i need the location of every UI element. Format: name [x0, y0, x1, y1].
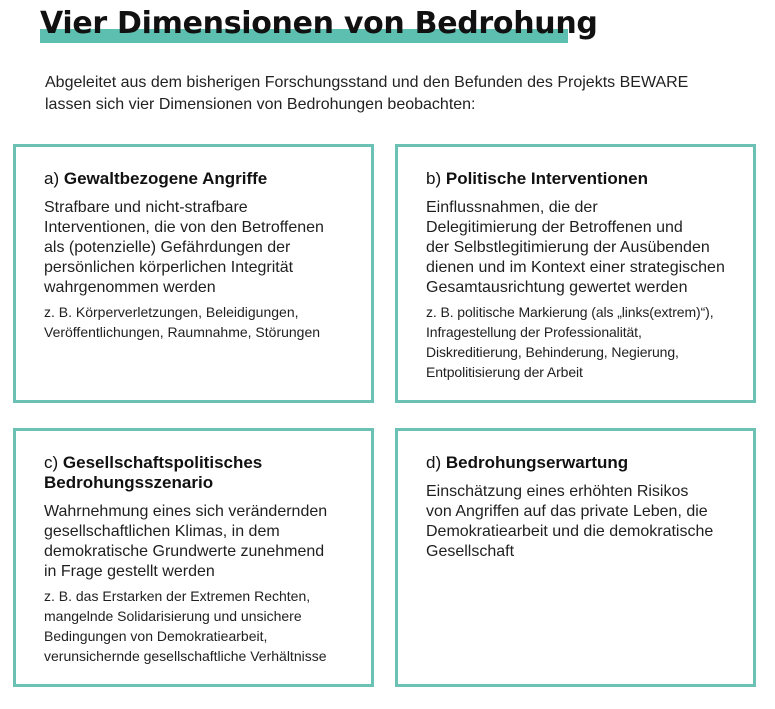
card-description-line: Einflussnahmen, die der — [426, 199, 598, 216]
card-example-line: Veröffentlichungen, Raumnahme, Störungen — [44, 324, 321, 340]
intro-line: lassen sich vier Dimensionen von Bedrohungen beobachten: — [45, 96, 476, 113]
dimension-card-c — [13, 428, 374, 687]
card-letter: b) — [426, 169, 442, 188]
card-description-line: Delegitimierung der Betroffenen und — [426, 219, 683, 236]
card-example-line: Infragestellung der Professionalität, — [426, 324, 642, 340]
card-description-line: Interventionen, die von den Betroffenen — [44, 219, 324, 236]
card-example-line: z. B. Körperverletzungen, Beleidigungen, — [44, 304, 299, 320]
card-description-line: von Angriffen auf das private Leben, die — [426, 503, 708, 520]
card-examples — [44, 302, 344, 342]
intro-line: Abgeleitet aus dem bisherigen Forschungsstand und den Befunden des Projekts BEWARE — [45, 74, 689, 91]
card-letter: a) — [44, 169, 60, 188]
dimension-card-d — [395, 428, 756, 687]
card-description-line: dienen und im Kontext einer strategischen — [426, 259, 725, 276]
card-title-line: Politische Interventionen — [445, 169, 649, 188]
card-heading — [44, 453, 344, 493]
card-description-line: Einschätzung eines erhöhten Risikos — [426, 483, 689, 500]
card-heading — [44, 169, 344, 189]
card-description-line: gesellschaftlichen Klimas, in dem — [44, 523, 280, 540]
card-description-line: persönlichen körperlichen Integrität — [44, 259, 294, 276]
title-block — [40, 6, 598, 42]
card-example-line: mangelnde Solidarisierung und unsichere — [44, 608, 302, 624]
page-title: Vier Dimensionen von Bedrohung — [40, 6, 598, 41]
card-description-line: Strafbare und nicht-strafbare — [44, 199, 248, 216]
card-description-line: als (potenzielle) Gefährdungen der — [44, 239, 291, 256]
dimension-card-a — [13, 144, 374, 403]
card-title-line: Gesellschaftspolitisches — [62, 453, 263, 472]
card-letter: d) — [426, 453, 442, 472]
dimension-card-b — [395, 144, 756, 403]
card-description-line: demokratische Grundwerte zunehmend — [44, 543, 325, 560]
card-example-line: Bedingungen von Demokratiearbeit, — [44, 628, 268, 644]
card-example-line: z. B. das Erstarken der Extremen Rechten, — [44, 588, 311, 604]
card-description-line: der Selbstlegitimierung der Ausübenden — [426, 239, 710, 256]
card-description-line: Demokratiearbeit und die demokratische — [426, 523, 714, 540]
card-description-line: Wahrnehmung eines sich verändernden — [44, 503, 328, 520]
card-title-line: Gewaltbezogene Angriffe — [63, 169, 268, 188]
card-description-line: wahrgenommen werden — [44, 279, 216, 296]
card-example-line: verunsichernde gesellschaftliche Verhältnisse — [44, 648, 327, 664]
card-letter: c) — [44, 453, 59, 472]
card-heading — [426, 169, 726, 189]
card-title-line: Bedrohungsszenario — [44, 473, 214, 492]
card-heading — [426, 453, 726, 473]
card-description — [44, 502, 344, 582]
card-title-line: Bedrohungserwartung — [445, 453, 629, 472]
card-examples — [44, 586, 344, 666]
card-description-line: Gesamtausrichtung gewertet werden — [426, 279, 688, 296]
intro-text — [45, 72, 735, 116]
card-description-line: Gesellschaft — [426, 543, 515, 560]
card-description — [426, 482, 726, 562]
card-description-line: in Frage gestellt werden — [44, 563, 215, 580]
card-example-line: Entpolitisierung der Arbeit — [426, 364, 583, 380]
card-description — [44, 198, 344, 298]
card-description — [426, 198, 726, 298]
card-example-line: z. B. politische Markierung (als „links(extrem)“), — [426, 304, 714, 320]
card-example-line: Diskreditierung, Behinderung, Negierung, — [426, 344, 679, 360]
card-examples — [426, 302, 726, 382]
